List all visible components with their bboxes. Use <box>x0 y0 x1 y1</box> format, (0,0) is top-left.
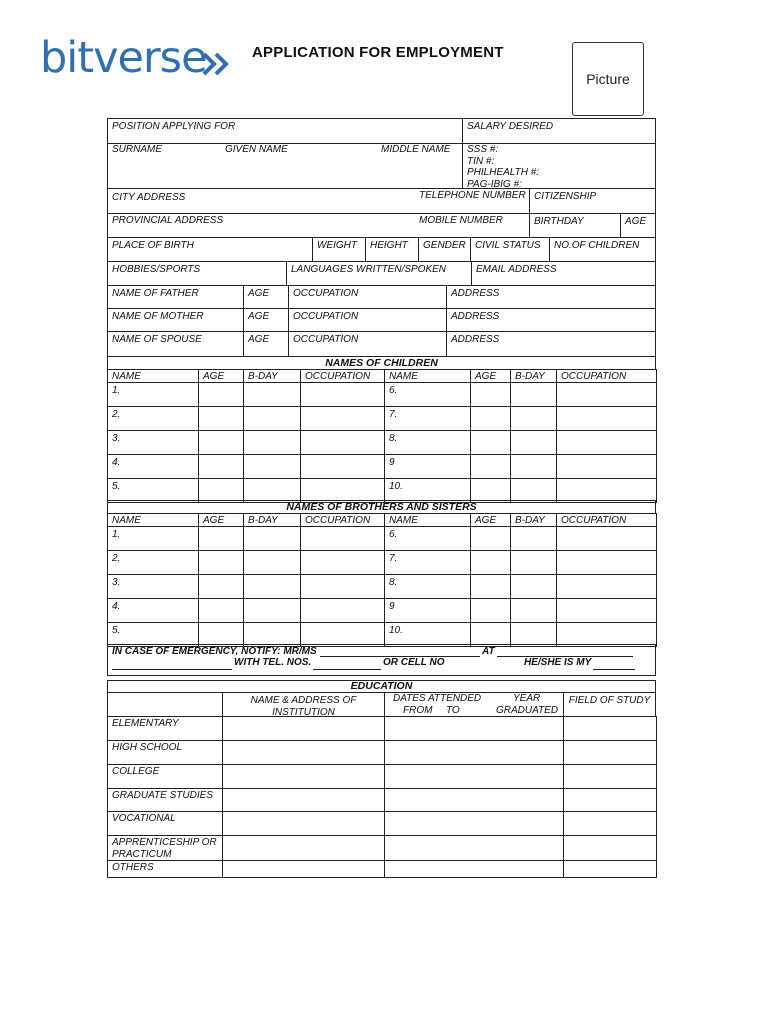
telephone-label: TELEPHONE NUMBER <box>419 190 526 201</box>
children-title: NAMES OF CHILDREN <box>325 357 438 369</box>
siblings-row-3-col-3[interactable] <box>300 574 385 599</box>
spouse-address-label: ADDRESS <box>451 334 500 345</box>
education-row-6-col-3[interactable] <box>563 835 657 861</box>
salary-field[interactable] <box>462 118 656 144</box>
children-row-3-col-3[interactable] <box>300 430 385 455</box>
mother-age-label: AGE <box>248 311 270 322</box>
education-row-1-col-0 <box>107 716 223 741</box>
spouse-address-field[interactable] <box>446 331 656 357</box>
mother-label: NAME OF MOTHER <box>112 311 204 322</box>
emergency-relation-line[interactable] <box>593 669 635 670</box>
siblings-row-3-col-6[interactable] <box>510 574 557 599</box>
education-row-5-col-3[interactable] <box>563 811 657 836</box>
height-field[interactable] <box>365 237 419 262</box>
children-row-2-col-0[interactable] <box>107 406 199 431</box>
children-number: 9 <box>389 457 395 468</box>
children-header-7: OCCUPATION <box>556 369 657 383</box>
children-row-4-col-5[interactable] <box>470 454 511 479</box>
surname-label: SURNAME <box>112 144 163 155</box>
salary-label: SALARY DESIRED <box>467 121 554 132</box>
children-row-1-col-1[interactable] <box>198 382 244 407</box>
picture-box <box>572 42 644 116</box>
philhealth-label: PHILHEALTH #: <box>467 167 540 178</box>
gender-label: GENDER <box>423 240 466 251</box>
education-row-5-col-1[interactable] <box>222 811 385 836</box>
siblings-number: 3. <box>112 577 121 588</box>
siblings-row-3-col-1[interactable] <box>198 574 244 599</box>
children-row-2-col-3[interactable] <box>300 406 385 431</box>
father-occupation-label: OCCUPATION <box>293 288 359 299</box>
siblings-row-2-col-2[interactable] <box>243 550 301 575</box>
middle-name-label: MIDDLE NAME <box>381 144 451 155</box>
hobbies-field[interactable] <box>107 261 287 286</box>
siblings-header-2: B-DAY <box>243 513 301 527</box>
siblings-row-4-col-2[interactable] <box>243 598 301 623</box>
education-level-label: COLLEGE <box>112 766 160 777</box>
age-field[interactable] <box>620 213 656 238</box>
spouse-occupation-label: OCCUPATION <box>293 334 359 345</box>
education-row-3-col-3[interactable] <box>563 764 657 789</box>
civil-status-label: CIVIL STATUS <box>475 240 541 251</box>
children-row-1-col-6[interactable] <box>510 382 557 407</box>
siblings-row-1-col-2[interactable] <box>243 526 301 551</box>
children-number: 5. <box>112 481 121 492</box>
siblings-row-4-col-4[interactable] <box>384 598 471 623</box>
double-chevron-icon <box>200 50 246 78</box>
children-row-4-col-0[interactable] <box>107 454 199 479</box>
siblings-number: 2. <box>112 553 121 564</box>
civil-status-field[interactable] <box>470 237 550 262</box>
education-row-7-col-3[interactable] <box>563 860 657 878</box>
children-number: 6. <box>389 385 398 396</box>
education-row-5-col-0 <box>107 811 223 836</box>
education-row-3-col-2[interactable] <box>384 764 564 789</box>
children-row-1-col-0[interactable] <box>107 382 199 407</box>
logo-text: bitverse <box>40 33 207 83</box>
gender-field[interactable] <box>418 237 471 262</box>
children-row-3-col-0[interactable] <box>107 430 199 455</box>
children-row-4-col-7[interactable] <box>556 454 657 479</box>
education-row-1-col-1[interactable] <box>222 716 385 741</box>
children-row-1-col-2[interactable] <box>243 382 301 407</box>
siblings-row-4-col-5[interactable] <box>470 598 511 623</box>
mother-occupation-field[interactable] <box>288 308 447 332</box>
emergency-at-label: AT <box>482 646 495 657</box>
education-row-7-col-2[interactable] <box>384 860 564 878</box>
siblings-row-3-col-7[interactable] <box>556 574 657 599</box>
children-row-3-col-7[interactable] <box>556 430 657 455</box>
weight-field[interactable] <box>312 237 366 262</box>
given-name-label: GIVEN NAME <box>225 144 288 155</box>
children-number: 2. <box>112 409 121 420</box>
education-row-6-col-2[interactable] <box>384 835 564 861</box>
education-level-label: VOCATIONAL <box>112 813 176 824</box>
picture-label: Picture <box>586 71 630 87</box>
children-row-2-col-7[interactable] <box>556 406 657 431</box>
children-number: 1. <box>112 385 121 396</box>
children-row-4-col-1[interactable] <box>198 454 244 479</box>
graduated-label: GRADUATED <box>496 705 559 716</box>
siblings-number: 4. <box>112 601 121 612</box>
siblings-title: NAMES OF BROTHERS AND SISTERS <box>286 501 477 513</box>
children-number: 8. <box>389 433 398 444</box>
siblings-row-2-col-5[interactable] <box>470 550 511 575</box>
children-row-1-col-7[interactable] <box>556 382 657 407</box>
bitverse-logo <box>40 33 215 84</box>
from-label: FROM <box>403 705 433 716</box>
siblings-row-3-col-4[interactable] <box>384 574 471 599</box>
education-row-2-col-0 <box>107 740 223 765</box>
siblings-row-2-col-1[interactable] <box>198 550 244 575</box>
citizenship-field[interactable] <box>529 188 656 214</box>
children-row-4-col-3[interactable] <box>300 454 385 479</box>
siblings-row-4-col-1[interactable] <box>198 598 244 623</box>
spouse-occupation-field[interactable] <box>288 331 447 357</box>
institution-header-label: NAME & ADDRESS OF INSTITUTION <box>250 695 357 718</box>
siblings-row-1-col-4[interactable] <box>384 526 471 551</box>
siblings-number: 10. <box>389 625 403 636</box>
page-title: APPLICATION FOR EMPLOYMENT <box>252 44 504 61</box>
tin-label: TIN #: <box>467 156 495 167</box>
education-row-4-col-2[interactable] <box>384 788 564 812</box>
education-row-2-col-1[interactable] <box>222 740 385 765</box>
children-header-6: B-DAY <box>510 369 557 383</box>
children-row-4-col-4[interactable] <box>384 454 471 479</box>
height-label: HEIGHT <box>370 240 408 251</box>
children-number: 10. <box>389 481 403 492</box>
siblings-row-4-col-3[interactable] <box>300 598 385 623</box>
siblings-row-2-col-4[interactable] <box>384 550 471 575</box>
spouse-age-label: AGE <box>248 334 270 345</box>
education-row-5-col-2[interactable] <box>384 811 564 836</box>
siblings-header-6: B-DAY <box>510 513 557 527</box>
education-row-4-col-3[interactable] <box>563 788 657 812</box>
siblings-header-3: OCCUPATION <box>300 513 385 527</box>
emergency-blank-line[interactable] <box>112 669 232 670</box>
place-of-birth-field[interactable] <box>107 237 313 262</box>
father-age-field[interactable] <box>243 285 289 309</box>
siblings-row-2-col-7[interactable] <box>556 550 657 575</box>
siblings-row-2-col-0[interactable] <box>107 550 199 575</box>
education-row-6-col-0 <box>107 835 223 861</box>
languages-label: LANGUAGES WRITTEN/SPOKEN <box>291 264 447 275</box>
father-occupation-field[interactable] <box>288 285 447 309</box>
age-label: AGE <box>625 216 647 227</box>
hobbies-label: HOBBIES/SPORTS <box>112 264 201 275</box>
education-level-label: APPRENTICESHIP OR PRACTICUM <box>112 837 217 860</box>
city-address-label: CITY ADDRESS <box>112 192 186 203</box>
emergency-notify-label: IN CASE OF EMERGENCY, NOTIFY: MR/MS <box>112 646 317 657</box>
siblings-number: 7. <box>389 553 398 564</box>
father-address-field[interactable] <box>446 285 656 309</box>
spouse-label: NAME OF SPOUSE <box>112 334 202 345</box>
education-row-6-col-1[interactable] <box>222 835 385 861</box>
education-institution-header <box>222 692 385 717</box>
mother-name-field[interactable] <box>107 308 244 332</box>
siblings-header-5: AGE <box>470 513 511 527</box>
education-row-1-col-3[interactable] <box>563 716 657 741</box>
education-level-label: GRADUATE STUDIES <box>112 790 213 801</box>
children-row-1-col-4[interactable] <box>384 382 471 407</box>
education-row-2-col-2[interactable] <box>384 740 564 765</box>
no-children-field[interactable] <box>549 237 656 262</box>
place-of-birth-label: PLACE OF BIRTH <box>112 240 194 251</box>
children-number: 7. <box>389 409 398 420</box>
children-header-2: B-DAY <box>243 369 301 383</box>
education-header-blank <box>107 692 223 717</box>
position-label: POSITION APPLYING FOR <box>112 121 236 132</box>
siblings-row-1-col-3[interactable] <box>300 526 385 551</box>
children-row-1-col-3[interactable] <box>300 382 385 407</box>
siblings-row-4-col-6[interactable] <box>510 598 557 623</box>
birthday-label: BIRTHDAY <box>534 216 584 227</box>
children-header-0: NAME <box>107 369 199 383</box>
to-label: TO <box>446 705 460 716</box>
children-row-3-col-1[interactable] <box>198 430 244 455</box>
mother-address-label: ADDRESS <box>451 311 500 322</box>
children-row-2-col-1[interactable] <box>198 406 244 431</box>
education-row-3-col-1[interactable] <box>222 764 385 789</box>
siblings-number: 5. <box>112 625 121 636</box>
children-number: 3. <box>112 433 121 444</box>
children-row-3-col-6[interactable] <box>510 430 557 455</box>
siblings-row-2-col-3[interactable] <box>300 550 385 575</box>
siblings-row-2-col-6[interactable] <box>510 550 557 575</box>
education-row-2-col-3[interactable] <box>563 740 657 765</box>
education-title: EDUCATION <box>350 680 413 692</box>
education-level-label: OTHERS <box>112 862 154 873</box>
emergency-cell-label: OR CELL NO <box>383 657 445 668</box>
sss-label: SSS #: <box>467 144 499 155</box>
position-field[interactable] <box>107 118 463 144</box>
education-level-label: HIGH SCHOOL <box>112 742 183 753</box>
father-name-field[interactable] <box>107 285 244 309</box>
email-label: EMAIL ADDRESS <box>476 264 557 275</box>
children-row-2-col-6[interactable] <box>510 406 557 431</box>
children-row-2-col-5[interactable] <box>470 406 511 431</box>
siblings-row-1-col-5[interactable] <box>470 526 511 551</box>
siblings-row-4-col-7[interactable] <box>556 598 657 623</box>
emergency-tel-label: WITH TEL. NOS. <box>234 657 312 668</box>
children-number: 4. <box>112 457 121 468</box>
education-row-3-col-0 <box>107 764 223 789</box>
father-label: NAME OF FATHER <box>112 288 199 299</box>
education-field-header <box>563 692 656 717</box>
emergency-tel-line[interactable] <box>313 669 381 670</box>
siblings-row-1-col-7[interactable] <box>556 526 657 551</box>
education-row-1-col-2[interactable] <box>384 716 564 741</box>
father-age-label: AGE <box>248 288 270 299</box>
siblings-number: 6. <box>389 529 398 540</box>
no-children-label: NO.OF CHILDREN <box>554 240 640 251</box>
education-level-label: ELEMENTARY <box>112 718 179 729</box>
pagibig-label: PAG-IBIG #: <box>467 179 522 190</box>
children-header-5: AGE <box>470 369 511 383</box>
children-header-4: NAME <box>384 369 471 383</box>
dates-attended-label: DATES ATTENDED <box>393 693 482 704</box>
children-row-4-col-2[interactable] <box>243 454 301 479</box>
mother-address-field[interactable] <box>446 308 656 332</box>
birthday-field[interactable] <box>529 213 621 238</box>
siblings-header-7: OCCUPATION <box>556 513 657 527</box>
siblings-row-1-col-6[interactable] <box>510 526 557 551</box>
siblings-header-4: NAME <box>384 513 471 527</box>
education-row-7-col-1[interactable] <box>222 860 385 878</box>
children-row-4-col-6[interactable] <box>510 454 557 479</box>
children-row-3-col-2[interactable] <box>243 430 301 455</box>
spouse-age-field[interactable] <box>243 331 289 357</box>
mobile-label: MOBILE NUMBER <box>419 215 503 226</box>
siblings-number: 1. <box>112 529 121 540</box>
children-header-3: OCCUPATION <box>300 369 385 383</box>
siblings-row-3-col-5[interactable] <box>470 574 511 599</box>
email-field[interactable] <box>471 261 656 286</box>
languages-field[interactable] <box>286 261 472 286</box>
children-row-2-col-2[interactable] <box>243 406 301 431</box>
siblings-header-0: NAME <box>107 513 199 527</box>
siblings-row-1-col-1[interactable] <box>198 526 244 551</box>
children-row-3-col-4[interactable] <box>384 430 471 455</box>
provincial-address-label: PROVINCIAL ADDRESS <box>112 215 224 226</box>
siblings-row-3-col-0[interactable] <box>107 574 199 599</box>
siblings-number: 8. <box>389 577 398 588</box>
weight-label: WEIGHT <box>317 240 357 251</box>
year-label: YEAR <box>513 693 541 704</box>
children-row-2-col-4[interactable] <box>384 406 471 431</box>
emergency-relation-label: HE/SHE IS MY <box>524 657 592 668</box>
spouse-name-field[interactable] <box>107 331 244 357</box>
children-header-1: AGE <box>198 369 244 383</box>
mother-occupation-label: OCCUPATION <box>293 311 359 322</box>
children-row-3-col-5[interactable] <box>470 430 511 455</box>
siblings-row-3-col-2[interactable] <box>243 574 301 599</box>
mother-age-field[interactable] <box>243 308 289 332</box>
siblings-number: 9 <box>389 601 395 612</box>
education-row-4-col-0 <box>107 788 223 812</box>
field-header-label: FIELD OF STUDY <box>568 695 651 706</box>
siblings-header-1: AGE <box>198 513 244 527</box>
siblings-row-1-col-0[interactable] <box>107 526 199 551</box>
citizenship-label: CITIZENSHIP <box>534 191 597 202</box>
education-row-4-col-1[interactable] <box>222 788 385 812</box>
father-address-label: ADDRESS <box>451 288 500 299</box>
education-row-7-col-0 <box>107 860 223 878</box>
siblings-row-4-col-0[interactable] <box>107 598 199 623</box>
children-row-1-col-5[interactable] <box>470 382 511 407</box>
